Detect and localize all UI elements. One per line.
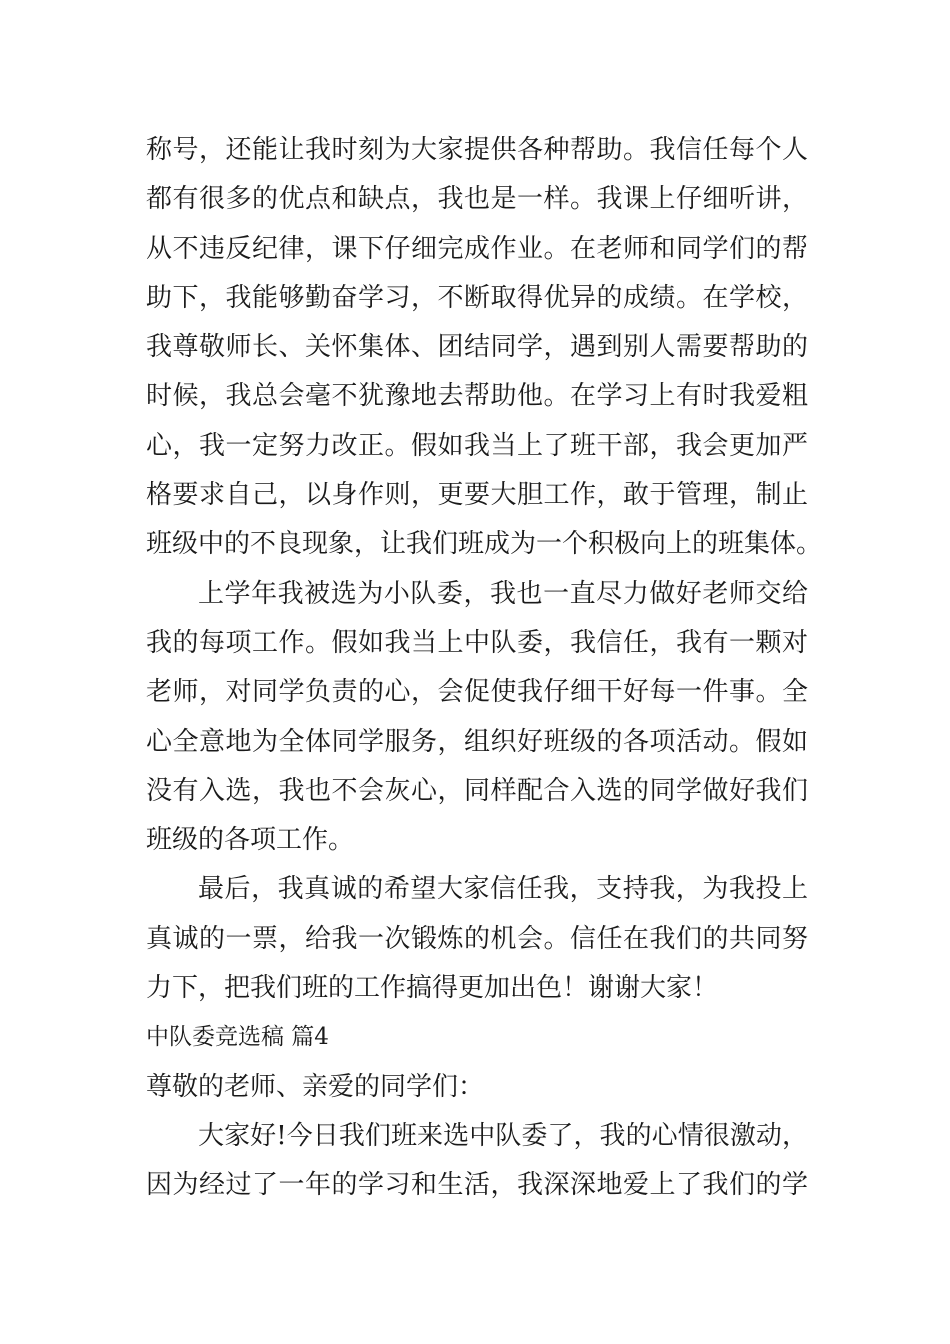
paragraph [146,570,808,866]
text-line: 都有很多的优点和缺点，我也是一样。我课上仔细听讲， [146,184,808,215]
text-line: 老师，对同学负责的心，会促使我仔细干好每一件事。全 [146,677,808,708]
text-line: 没有入选，我也不会灰心，同样配合入选的同学做好我们 [146,775,808,806]
text-line: 力下，把我们班的工作搞得更加出色！谢谢大家！ [146,973,719,1004]
text-line: 时候，我总会毫不犹豫地去帮助他。在学习上有时我爱粗 [146,381,808,412]
paragraph [146,865,808,1013]
text-line: 助下，我能够勤奋学习，不断取得优异的成绩。在学校， [146,282,808,313]
paragraph [146,126,823,570]
text-line: 大家好!今日我们班来选中队委了，我的心情很激动， [198,1120,808,1151]
text-line: 心，我一定努力改正。假如我当上了班干部，我会更加严 [146,430,808,461]
text-line: 心全意地为全体同学服务，组织好班级的各项活动。假如 [146,726,808,757]
text-line: 称号，还能让我时刻为大家提供各种帮助。我信任每个人 [146,135,808,165]
paragraph [146,1112,808,1211]
document-body [146,126,823,1211]
text-line: 从不违反纪律，课下仔细完成作业。在老师和同学们的帮 [146,233,808,264]
text-line: 真诚的一票，给我一次锻炼的机会。信任在我们的共同努 [146,923,808,954]
text-line: 班级的各项工作。 [146,825,355,856]
text-line: 班级中的不良现象，让我们班成为一个积极向上的班集体。 [146,529,823,560]
section-heading: 中队委竞选稿 篇4 [146,1024,329,1051]
text-line: 我尊敬师长、关怀集体、团结同学，遇到别人需要帮助的 [146,332,808,363]
text-line: 上学年我被选为小队委，我也一直尽力做好老师交给 [198,578,808,609]
salutation: 尊敬的老师、亲爱的同学们： [146,1071,485,1102]
text-line: 我的每项工作。假如我当上中队委，我信任，我有一颗对 [146,627,808,658]
text-line: 格要求自己，以身作则，更要大胆工作，敢于管理，制止 [146,480,808,511]
text-line: 最后，我真诚的希望大家信任我，支持我，为我投上 [198,874,808,905]
text-line: 因为经过了一年的学习和生活，我深深地爱上了我们的学 [146,1170,808,1201]
